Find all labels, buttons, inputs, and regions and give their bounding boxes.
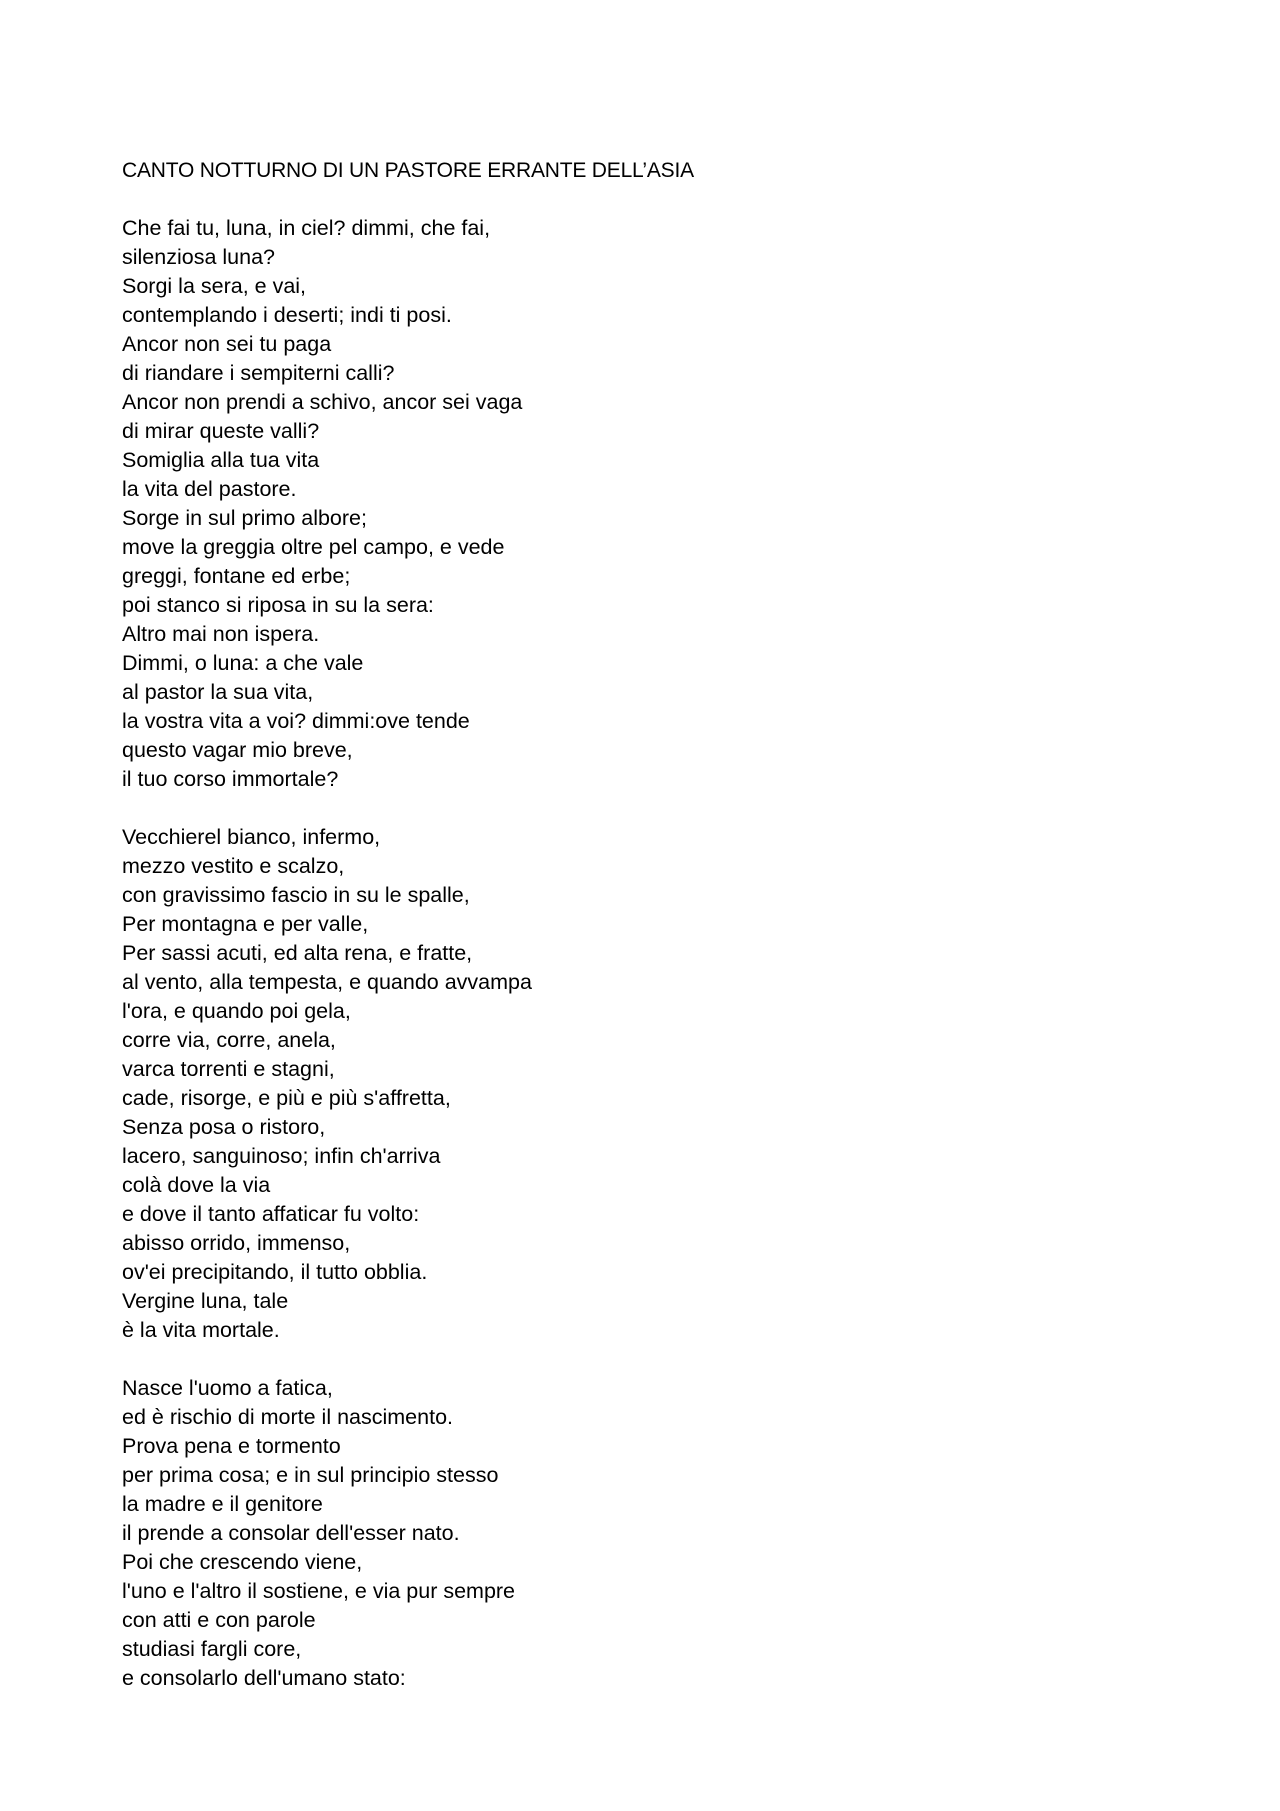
verse-line: colà dove la via [122, 1173, 271, 1197]
verse-line: Sorgi la sera, e vai, [122, 274, 307, 298]
stanza [122, 214, 1162, 794]
verse-line: ed è rischio di morte il nascimento. [122, 1405, 454, 1429]
verse-line: mezzo vestito e scalzo, [122, 854, 345, 878]
stanza-list [122, 214, 1162, 1693]
verse-line: cade, risorge, e più e più s'affretta, [122, 1086, 451, 1110]
stanza [122, 1374, 1162, 1693]
verse-line: move la greggia oltre pel campo, e vede [122, 535, 505, 559]
verse-line: Sorge in sul primo albore; [122, 506, 367, 530]
poem-body [122, 156, 1162, 1693]
verse-line: Senza posa o ristoro, [122, 1115, 326, 1139]
verse-line: Per montagna e per valle, [122, 912, 369, 936]
verse-line: al pastor la sua vita, [122, 680, 314, 704]
verse-line: con atti e con parole [122, 1608, 316, 1632]
verse-line: studiasi fargli core, [122, 1637, 302, 1661]
verse-line: silenziosa luna? [122, 245, 275, 269]
verse-line: Che fai tu, luna, in ciel? dimmi, che fai, [122, 216, 491, 240]
verse-line: corre via, corre, anela, [122, 1028, 336, 1052]
verse-line: il tuo corso immortale? [122, 767, 339, 791]
verse-line: greggi, fontane ed erbe; [122, 564, 351, 588]
verse-line: di mirar queste valli? [122, 419, 320, 443]
title-spacer [122, 185, 1162, 214]
verse-line: la vita del pastore. [122, 477, 297, 501]
verse-line: di riandare i sempiterni calli? [122, 361, 395, 385]
verse-line: per prima cosa; e in sul principio stesso [122, 1463, 499, 1487]
verse-line: abisso orrido, immenso, [122, 1231, 351, 1255]
verse-line: Dimmi, o luna: a che vale [122, 651, 364, 675]
poem-title: CANTO NOTTURNO DI UN PASTORE ERRANTE DELL’ASIA [122, 159, 694, 182]
verse-line: Per sassi acuti, ed alta rena, e fratte, [122, 941, 473, 965]
verse-line: varca torrenti e stagni, [122, 1057, 335, 1081]
verse-line: Nasce l'uomo a fatica, [122, 1376, 333, 1400]
stanza-spacer [122, 1345, 1162, 1374]
verse-line: Somiglia alla tua vita [122, 448, 320, 472]
verse-line: il prende a consolar dell'esser nato. [122, 1521, 460, 1545]
verse-line: al vento, alla tempesta, e quando avvampa [122, 970, 532, 994]
stanza [122, 823, 1162, 1345]
verse-line: l'uno e l'altro il sostiene, e via pur sempre [122, 1579, 516, 1603]
verse-line: contemplando i deserti; indi ti posi. [122, 303, 452, 327]
verse-line: con gravissimo fascio in su le spalle, [122, 883, 470, 907]
verse-line: ov'ei precipitando, il tutto obblia. [122, 1260, 428, 1284]
stanza-spacer [122, 794, 1162, 823]
verse-line: questo vagar mio breve, [122, 738, 353, 762]
verse-line: Prova pena e tormento [122, 1434, 341, 1458]
verse-line: la madre e il genitore [122, 1492, 323, 1516]
verse-line: la vostra vita a voi? dimmi:ove tende [122, 709, 470, 733]
verse-line: lacero, sanguinoso; infin ch'arriva [122, 1144, 441, 1168]
verse-line: Vergine luna, tale [122, 1289, 289, 1313]
verse-line: e consolarlo dell'umano stato: [122, 1666, 406, 1690]
verse-line: poi stanco si riposa in su la sera: [122, 593, 434, 617]
verse-line: l'ora, e quando poi gela, [122, 999, 351, 1023]
verse-line: Poi che crescendo viene, [122, 1550, 363, 1574]
verse-line: Altro mai non ispera. [122, 622, 320, 646]
verse-line: Vecchierel bianco, infermo, [122, 825, 381, 849]
verse-line: è la vita mortale. [122, 1318, 280, 1342]
verse-line: e dove il tanto affaticar fu volto: [122, 1202, 420, 1226]
verse-line: Ancor non prendi a schivo, ancor sei vaga [122, 390, 523, 414]
verse-line: Ancor non sei tu paga [122, 332, 332, 356]
